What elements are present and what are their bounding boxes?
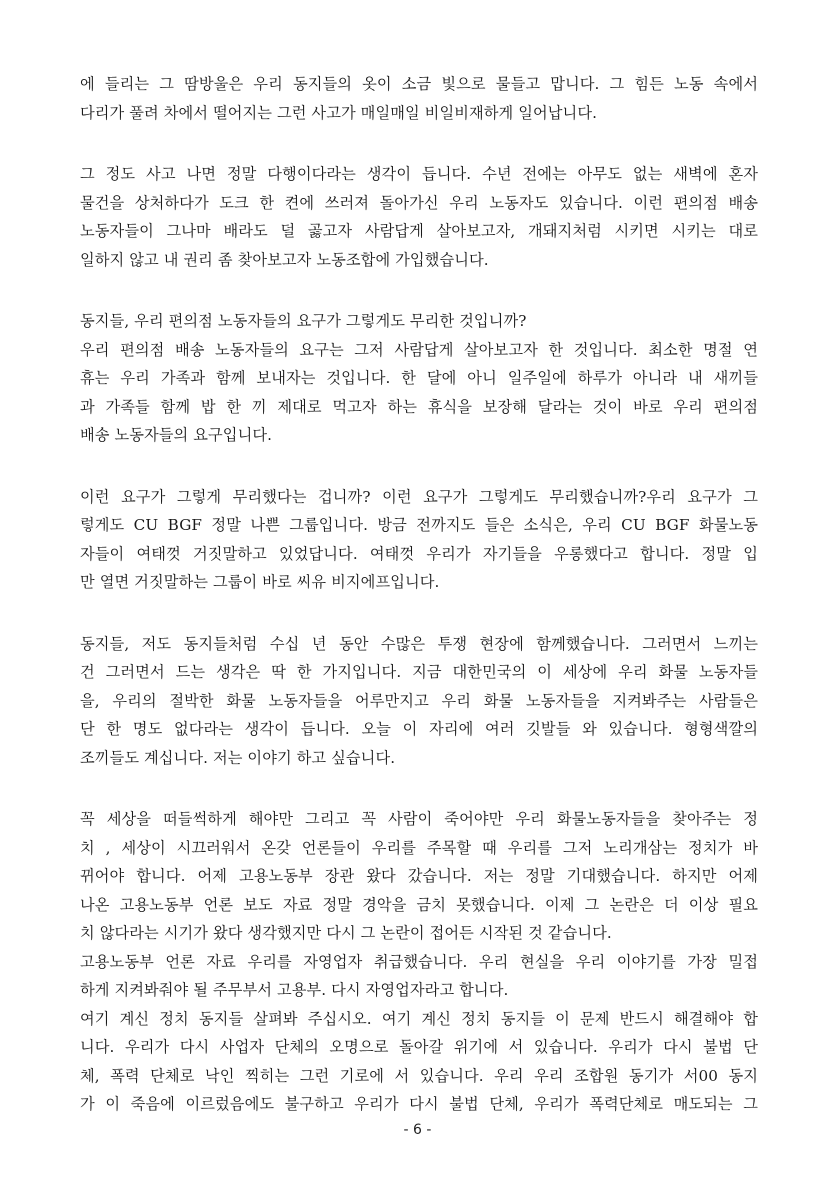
paragraph-6 [80,805,758,1119]
text-line: 물건을 상처하다가 도크 한 켠에 쓰러져 돌아가신 우리 노동자도 있습니다. 이런 편의점 배송 [80,193,758,212]
paragraph-4 [80,483,758,597]
text-line: 나온 고용노동부 언론 보도 자료 정말 경악을 금치 못했습니다. 이제 그 논란은 더 이상 필요 [80,895,758,914]
text-line: 여기 계신 정치 동지들 살펴봐 주십시오. 여기 계신 정치 동지들 이 문제 반드시 해결해야 합 [80,1009,758,1028]
text-line: 체, 폭력 단체로 낙인 찍히는 그런 기로에 서 있습니다. 우리 우리 조합원 동기가 서00 동지 [80,1066,758,1085]
text-line: 이런 요구가 그렇게 무리했다는 겁니까? 이런 요구가 그렇게도 무리했습니까?우리 요구가 그 [80,487,758,506]
text-line: 을, 우리의 절박한 화물 노동자들을 어루만지고 우리 화물 노동자들을 지켜봐주는 사람들은 [80,691,758,710]
text-line: 일하지 않고 내 권리 좀 찾아보고자 노동조합에 가입했습니다. [80,250,489,269]
text-line: 니다. 우리가 다시 사업자 단체의 오명으로 돌아갈 위기에 서 있습니다. 우리가 다시 불법 단 [80,1038,758,1056]
text-line: 휴는 우리 가족과 함께 보내자는 것입니다. 한 달에 아니 일주일에 하루가 아니라 내 새끼들 [80,369,758,387]
text-line: 동지들, 우리 편의점 노동자들의 요구가 그렇게도 무리한 것입니까? [80,312,527,330]
text-line: 에 들리는 그 땀방울은 우리 동지들의 옷이 소금 빛으로 물들고 맙니다. 그 힘든 노동 속에서 [80,75,758,93]
text-line: 렇게도 CU BGF 정말 나쁜 그룹입니다. 방금 전까지도 들은 소식은, 우리 CU BGF 화물노동 [80,516,758,534]
text-line: 하게 지켜봐줘야 될 주무부서 고용부. 다시 자영업자라고 합니다. [80,981,509,999]
text-line: 배송 노동자들의 요구입니다. [80,426,273,444]
paragraph-2 [80,160,758,274]
text-line: 노동자들이 그나마 배라도 덜 곯고자 사람답게 살아보고자, 개돼지처럼 시키면 시키는 대로 [80,222,758,240]
text-line: 건 그러면서 드는 생각은 딱 한 가지입니다. 지금 대한민국의 이 세상에 우리 화물 노동자들 [80,663,758,681]
text-line: 그 정도 사고 나면 정말 다행이다라는 생각이 듭니다. 수년 전에는 아무도 없는 새벽에 혼자 [80,165,758,183]
text-line: 가 이 죽음에 이르렀음에도 불구하고 우리가 다시 불법 단체, 우리가 폭력단체로 매도되는 그 [80,1095,758,1113]
text-line: 우리 편의점 배송 노동자들의 요구는 그저 사람답게 살아보고자 한 것입니다. 최소한 명절 연 [80,340,758,359]
text-line: 단 한 명도 없다라는 생각이 듭니다. 오늘 이 자리에 여러 깃발들 와 있습니다. 형형색깔의 [80,720,758,738]
text-line: 뀌어야 합니다. 어제 고용노동부 장관 왔다 갔습니다. 저는 정말 기대했습니다. 하지만 어제 [80,867,758,885]
page-number: - 6 - [403,1122,432,1138]
text-line: 치 않다라는 시기가 왔다 생각했지만 다시 그 논란이 접어든 시작된 것 같습니다. [80,924,612,942]
text-line: 다리가 풀려 차에서 떨어지는 그런 사고가 매일매일 비일비재하게 일어납니다. [80,103,598,122]
text-line: 만 열면 거짓말하는 그룹이 바로 씨유 비지에프입니다. [80,573,440,591]
text-line: 동지들, 저도 동지들처럼 수십 년 동안 수많은 투쟁 현장에 함께했습니다. 그러면서 느끼는 [80,634,758,653]
document-body [80,70,758,1119]
text-line: 꼭 세상을 떠들썩하게 해야만 그리고 꼭 사람이 죽어야만 우리 화물노동자들을 찾아주는 정 [80,810,758,828]
paragraph-1 [80,70,758,127]
text-line: 자들이 여태껏 거짓말하고 있었답니다. 여태껏 우리가 자기들을 우롱했다고 합니다. 정말 입 [80,544,758,563]
text-line: 과 가족들 함께 밥 한 끼 제대로 먹고자 하는 휴식을 보장해 달라는 것이 바로 우리 편의점 [80,397,758,416]
text-line: 조끼들도 계십니다. 저는 이야기 하고 싶습니다. [80,748,396,767]
paragraph-3 [80,307,758,450]
text-line: 고용노동부 언론 자료 우리를 자영업자 취급했습니다. 우리 현실을 우리 이야기를 가장 밀접 [80,952,758,971]
paragraph-5 [80,630,758,773]
text-line: 치 , 세상이 시끄러워서 온갖 언론들이 우리를 주목할 때 우리를 그저 노리개삼는 정치가 바 [80,838,758,857]
